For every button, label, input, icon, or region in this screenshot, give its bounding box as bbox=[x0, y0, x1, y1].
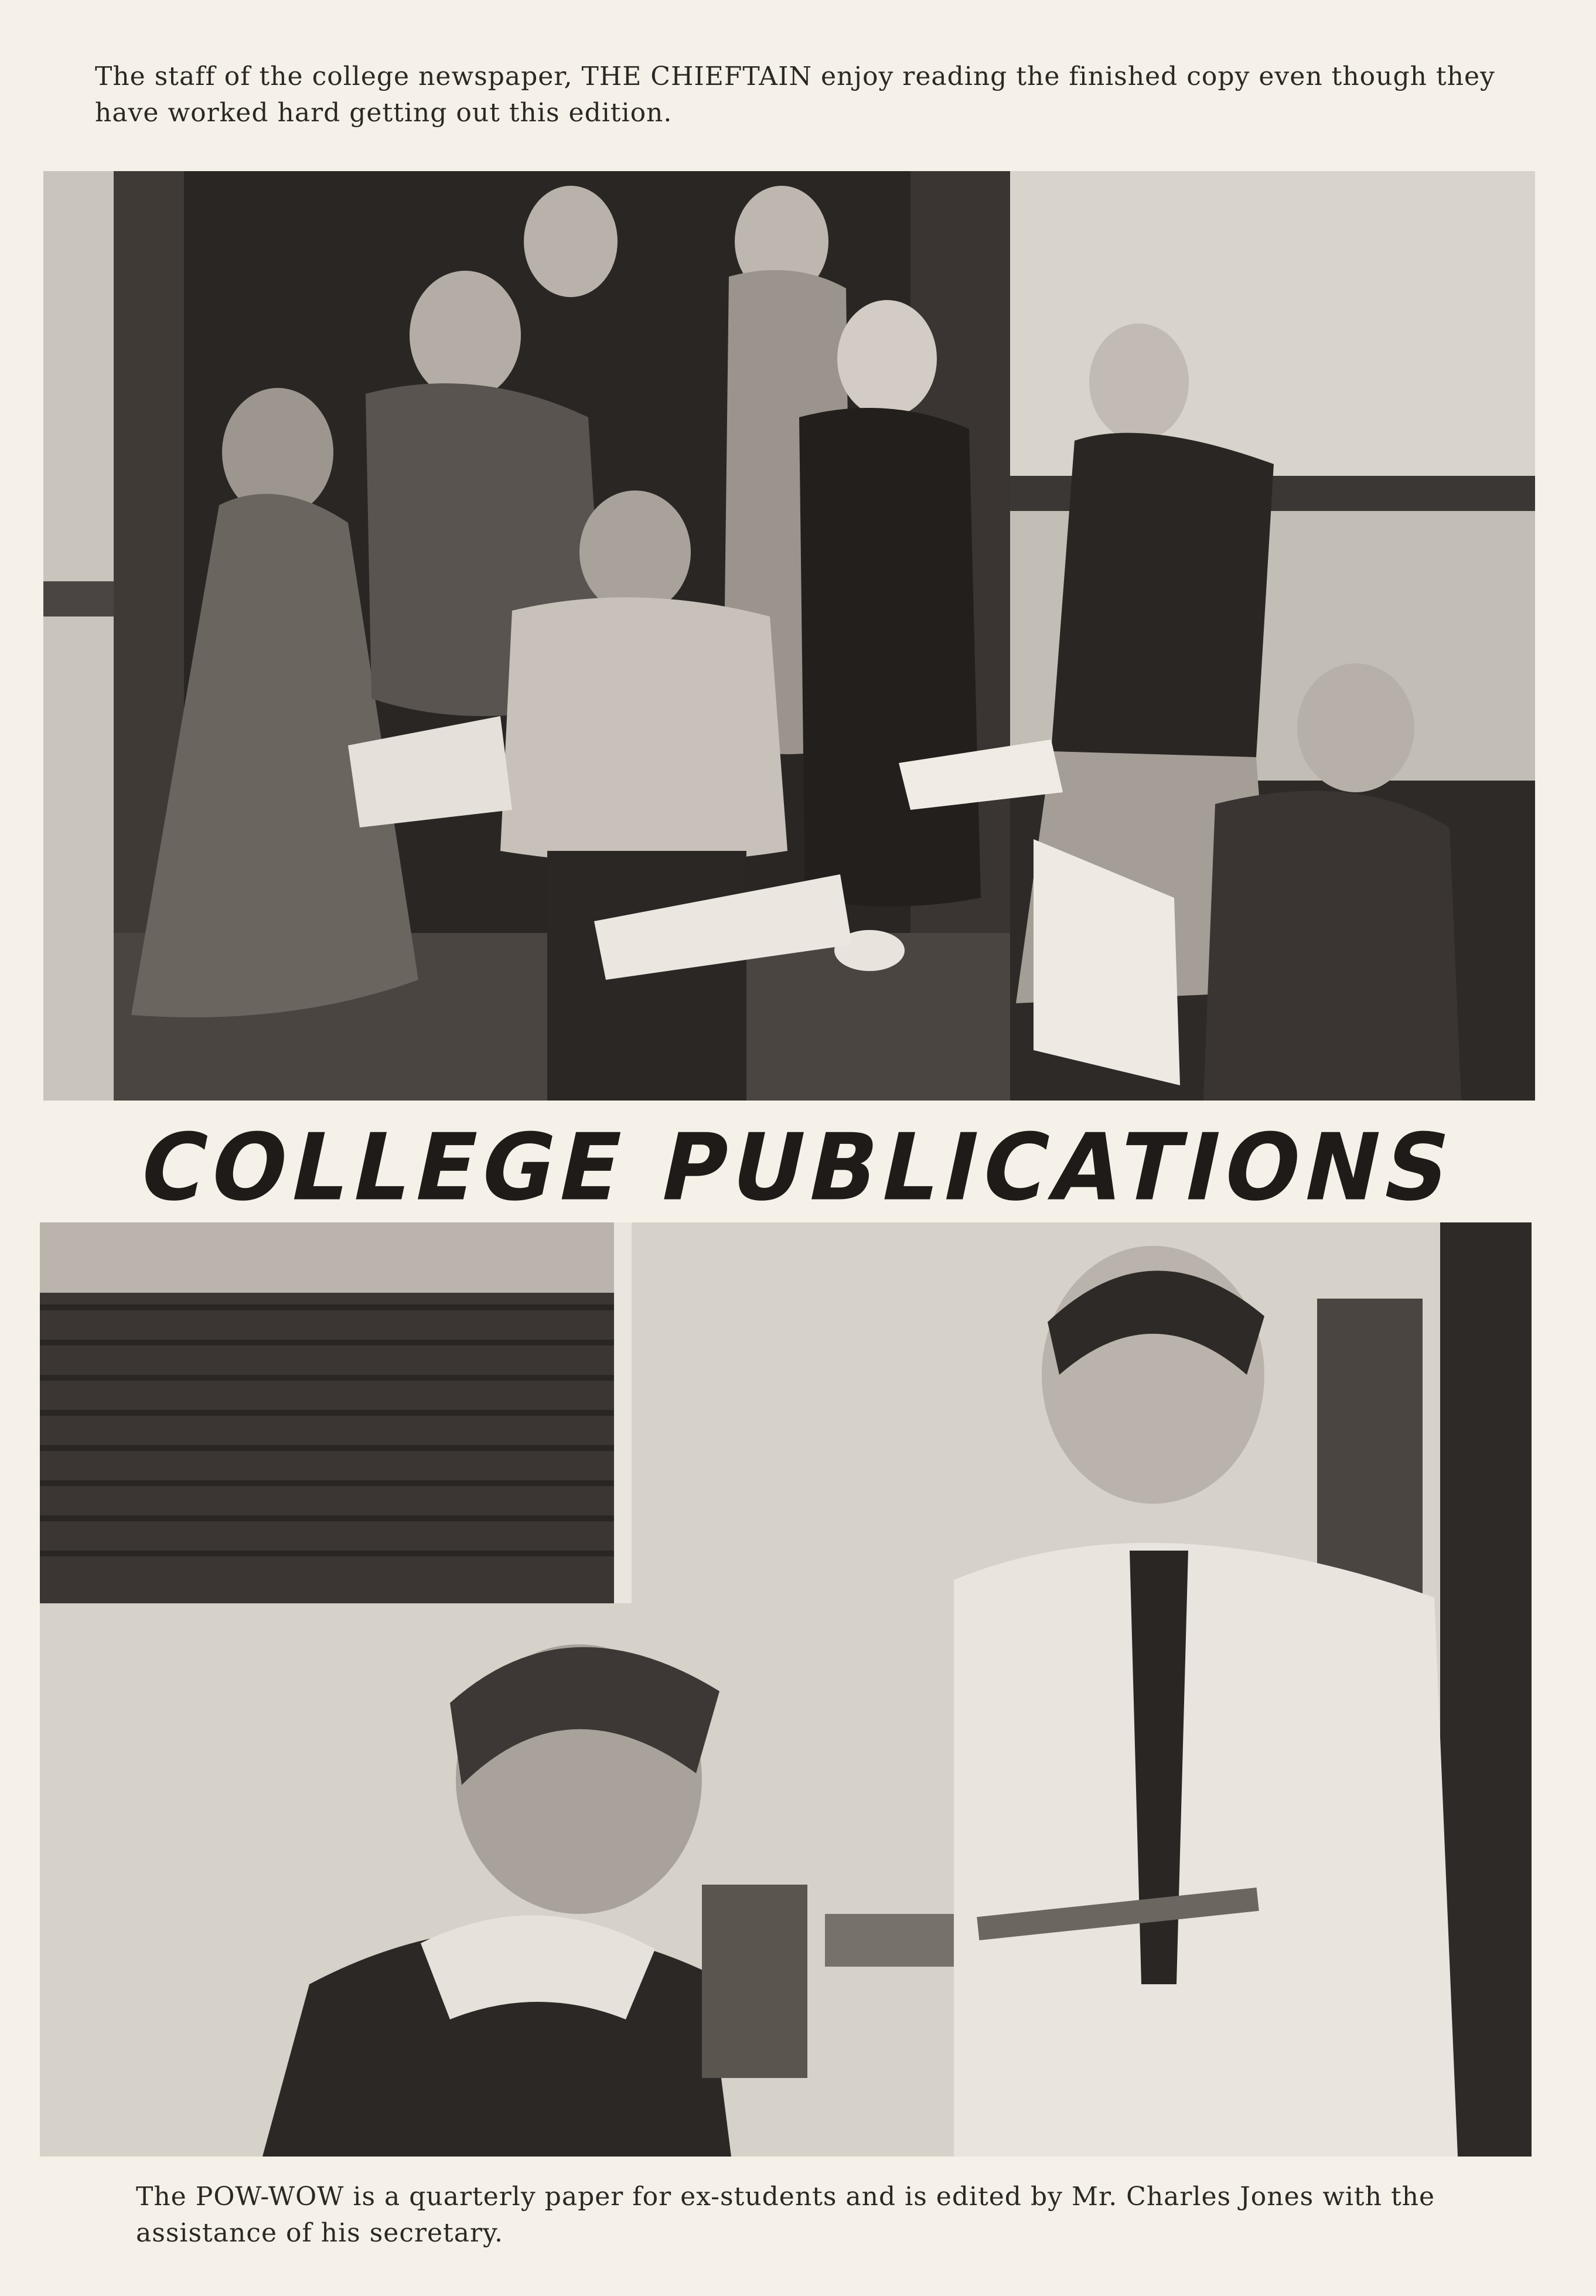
top-photo-caption: The staff of the college newspaper, THE CHIEFTAIN enjoy reading the finished copy even though they have worked hard getting out this edition. bbox=[95, 62, 1495, 128]
newspaper-staff-photo bbox=[43, 171, 1535, 1101]
pow-wow-editor-photo bbox=[40, 1222, 1532, 2157]
page-heading: COLLEGE PUBLICATIONS bbox=[130, 1114, 1466, 1222]
bottom-photo-caption: The POW-WOW is a quarterly paper for ex-students and is edited by Mr. Charles Jones with the assistance of his secretary. bbox=[136, 2182, 1435, 2248]
newspaper-staff-photo-image bbox=[43, 171, 1535, 1101]
pow-wow-editor-photo-image bbox=[40, 1222, 1532, 2157]
